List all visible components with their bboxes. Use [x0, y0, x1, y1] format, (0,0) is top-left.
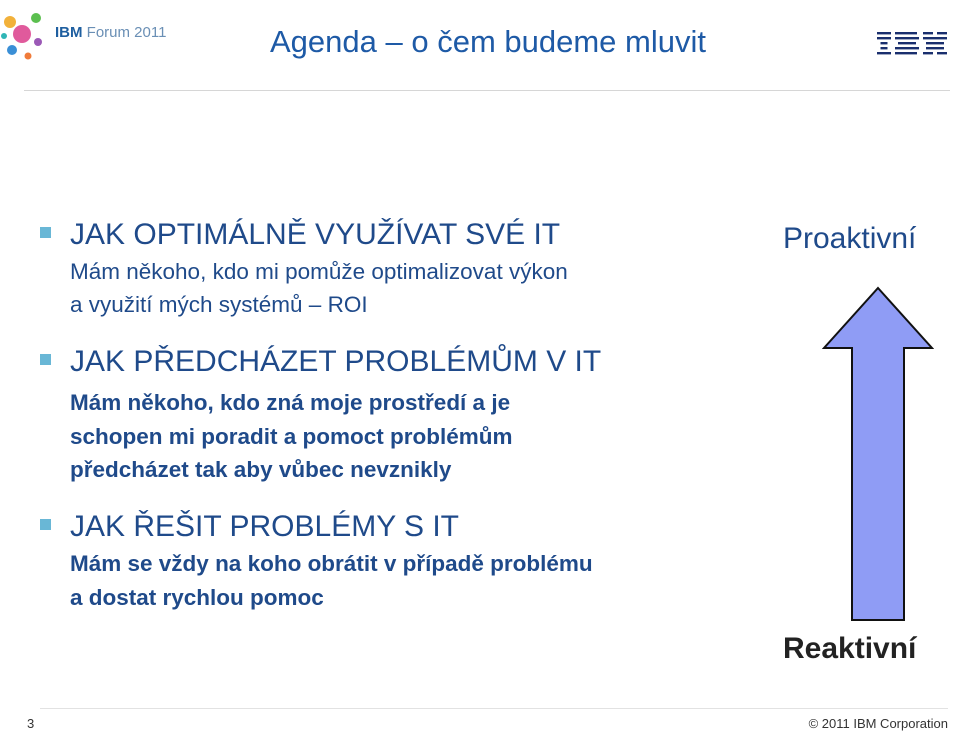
agenda-line: Mám někoho, kdo mi pomůže optimalizovat výkon	[70, 259, 568, 284]
page-number: 3	[27, 716, 35, 731]
ibm-logo-icon	[877, 30, 949, 58]
copyright: © 2011 IBM Corporation	[808, 716, 948, 731]
agenda-line: předcházet tak aby vůbec nevznikly	[70, 457, 452, 482]
reactive-label: Reaktivní	[783, 632, 917, 665]
forum-text: IBM Forum 2011	[55, 24, 167, 41]
agenda-heading: JAK PŘEDCHÁZET PROBLÉMŮM V IT	[70, 345, 602, 378]
page-title: Agenda – o čem budeme mluvit	[270, 24, 706, 59]
header-divider	[24, 90, 950, 91]
footer-divider	[40, 708, 948, 709]
agenda-line: a využití mých systémů – ROI	[70, 292, 368, 317]
agenda-heading: JAK ŘEŠIT PROBLÉMY S IT	[70, 510, 460, 543]
square-bullet-icon	[40, 227, 51, 238]
agenda-line: schopen mi poradit a pomoct problémům	[70, 424, 513, 449]
square-bullet-icon	[40, 354, 51, 365]
forum-swirl-icon	[0, 0, 60, 80]
up-arrow-icon	[822, 286, 934, 622]
agenda-line: a dostat rychlou pomoc	[70, 585, 324, 610]
proactive-label: Proaktivní	[783, 222, 917, 255]
agenda-line: Mám se vždy na koho obrátit v případě problému	[70, 551, 593, 576]
ibm-forum-logo	[0, 0, 200, 80]
agenda-line: Mám někoho, kdo zná moje prostředí a je	[70, 390, 511, 415]
square-bullet-icon	[40, 519, 51, 530]
agenda-heading: JAK OPTIMÁLNĚ VYUŽÍVAT SVÉ IT	[70, 218, 561, 251]
